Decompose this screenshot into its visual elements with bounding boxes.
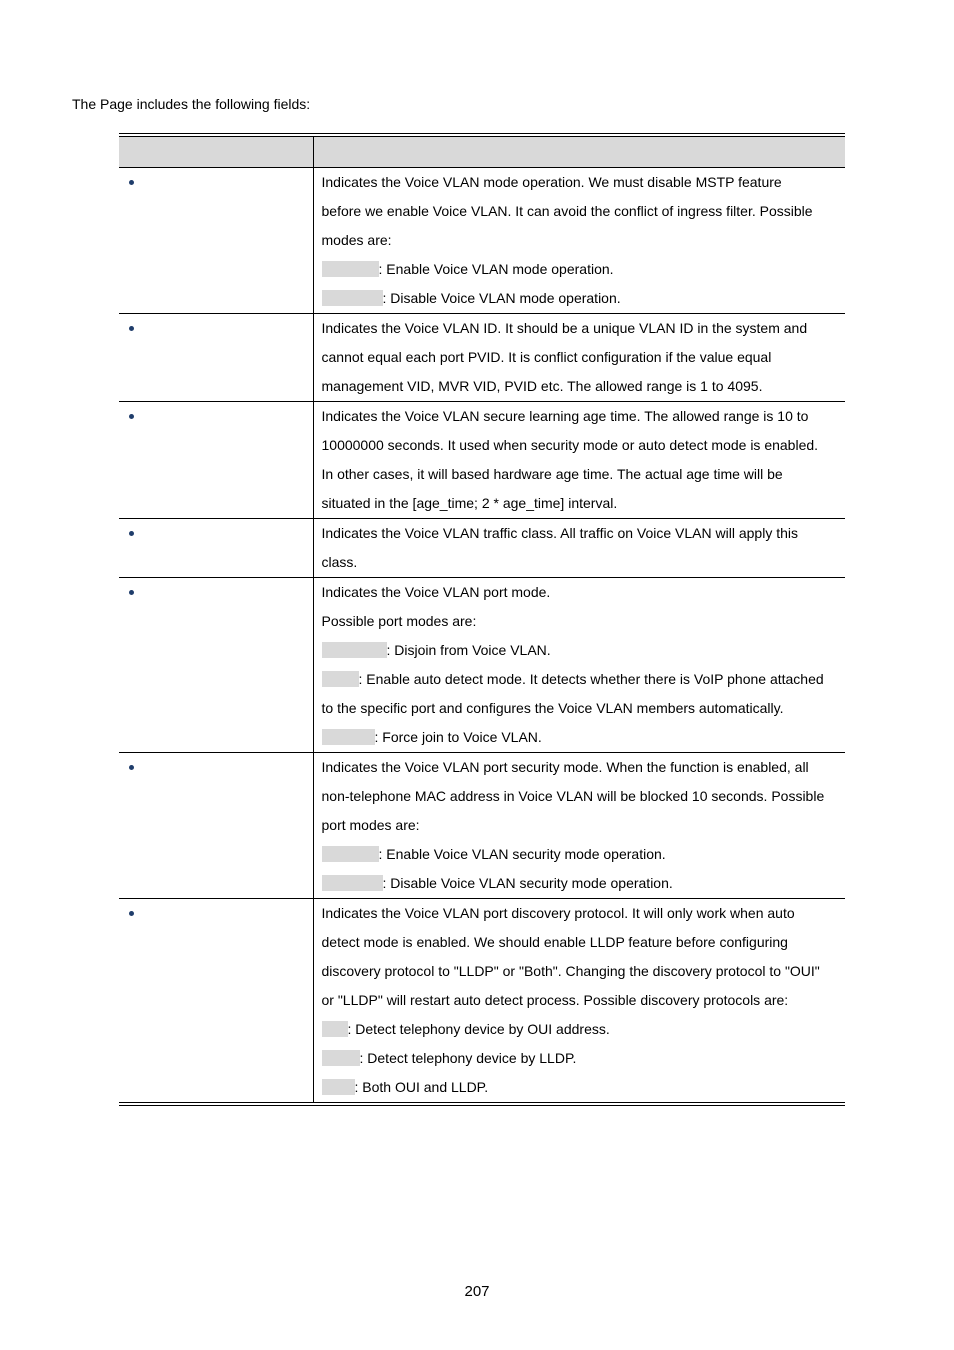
description-line: port modes are:	[321, 817, 420, 833]
bullet-icon	[129, 531, 134, 536]
option-line	[322, 869, 842, 898]
option-description: : Disable Voice VLAN security mode operation.	[382, 875, 673, 891]
option-name-placeholder	[322, 1050, 360, 1066]
option-name-placeholder	[322, 875, 383, 891]
fields-table	[119, 133, 845, 1106]
option-description: : Disjoin from Voice VLAN.	[386, 642, 551, 658]
option-name-placeholder	[322, 261, 379, 277]
description-cell	[313, 314, 845, 402]
bullet-icon	[129, 414, 134, 419]
option-description: : Force join to Voice VLAN.	[374, 729, 542, 745]
option-name-placeholder	[322, 290, 383, 306]
option-line	[322, 1015, 842, 1044]
description-line: before we enable Voice VLAN. It can avoid the conflict of ingress filter. Possible	[321, 203, 813, 219]
option-line	[322, 665, 842, 694]
table-bottom-rule	[119, 1102, 845, 1106]
description-line: management VID, MVR VID, PVID etc. The allowed range is 1 to 4095.	[321, 378, 763, 394]
bullet-icon	[129, 326, 134, 331]
description-line: Possible port modes are:	[321, 613, 477, 629]
object-cell	[119, 314, 313, 402]
description-cell	[313, 753, 845, 899]
description-cell	[313, 519, 845, 578]
description-line: cannot equal each port PVID. It is conflict configuration if the value equal	[321, 349, 772, 365]
description-line: Indicates the Voice VLAN port mode.	[321, 584, 551, 600]
description-line: 10000000 seconds. It used when security mode or auto detect mode is enabled.	[321, 437, 819, 453]
description-line: Indicates the Voice VLAN secure learning age time. The allowed range is 10 to	[321, 408, 809, 424]
description-line: discovery protocol to "LLDP" or "Both". Changing the discovery protocol to "OUI"	[321, 963, 820, 979]
option-line	[322, 1073, 842, 1102]
option-name-placeholder	[322, 1079, 355, 1095]
description-cell	[313, 168, 845, 314]
header-object	[119, 137, 313, 168]
table-row	[119, 753, 845, 899]
option-description: : Both OUI and LLDP.	[354, 1079, 489, 1095]
description-line: Indicates the Voice VLAN traffic class. All traffic on Voice VLAN will apply this	[321, 525, 798, 541]
option-line	[322, 284, 842, 313]
table-row	[119, 578, 845, 753]
description-line: Indicates the Voice VLAN port discovery protocol. It will only work when auto	[321, 905, 795, 921]
bullet-icon	[129, 911, 134, 916]
description-line: modes are:	[321, 232, 392, 248]
page-number: 207	[464, 1283, 490, 1300]
option-description: : Enable Voice VLAN mode operation.	[378, 261, 614, 277]
object-cell	[119, 519, 313, 578]
table-header-row	[119, 137, 845, 168]
object-cell	[119, 578, 313, 753]
description-cell	[313, 402, 845, 519]
description-line: situated in the [age_time; 2 * age_time] interval.	[321, 495, 618, 511]
description-line: Indicates the Voice VLAN ID. It should be a unique VLAN ID in the system and	[321, 320, 808, 336]
table-row	[119, 314, 845, 402]
option-line	[322, 723, 842, 752]
option-description: : Detect telephony device by LLDP.	[359, 1050, 577, 1066]
description-cell	[313, 578, 845, 753]
option-description: : Disable Voice VLAN mode operation.	[382, 290, 621, 306]
option-name-placeholder	[322, 1021, 348, 1037]
description-line: non-telephone MAC address in Voice VLAN will be blocked 10 seconds. Possible	[321, 788, 825, 804]
description-line: class.	[321, 554, 358, 570]
table-row	[119, 168, 845, 314]
description-line: In other cases, it will based hardware age time. The actual age time will be	[321, 466, 783, 482]
table-row	[119, 899, 845, 1103]
table-row	[119, 519, 845, 578]
option-continuation: to the specific port and configures the Voice VLAN members automatically.	[321, 700, 784, 716]
object-cell	[119, 753, 313, 899]
description-line: Indicates the Voice VLAN port security mode. When the function is enabled, all	[321, 759, 809, 775]
bullet-icon	[129, 180, 134, 185]
option-description: : Enable Voice VLAN security mode operation.	[378, 846, 666, 862]
option-description: : Detect telephony device by OUI address.	[347, 1021, 610, 1037]
object-cell	[119, 899, 313, 1103]
description-cell	[313, 899, 845, 1103]
option-name-placeholder	[322, 846, 379, 862]
description-line: detect mode is enabled. We should enable LLDP feature before configuring	[321, 934, 788, 950]
object-cell	[119, 168, 313, 314]
intro-text: The Page includes the following fields:	[72, 96, 311, 112]
option-line	[322, 255, 842, 284]
description-line: Indicates the Voice VLAN mode operation. We must disable MSTP feature	[321, 174, 782, 190]
option-name-placeholder	[322, 729, 375, 745]
table-row	[119, 402, 845, 519]
bullet-icon	[129, 765, 134, 770]
option-description: : Enable auto detect mode. It detects whether there is VoIP phone attached	[358, 671, 824, 687]
description-line: or "LLDP" will restart auto detect process. Possible discovery protocols are:	[321, 992, 789, 1008]
header-description	[313, 137, 845, 168]
option-line	[322, 1044, 842, 1073]
bullet-icon	[129, 590, 134, 595]
option-line	[322, 840, 842, 869]
object-cell	[119, 402, 313, 519]
option-name-placeholder	[322, 671, 359, 687]
option-name-placeholder	[322, 642, 387, 658]
option-line	[322, 636, 842, 665]
